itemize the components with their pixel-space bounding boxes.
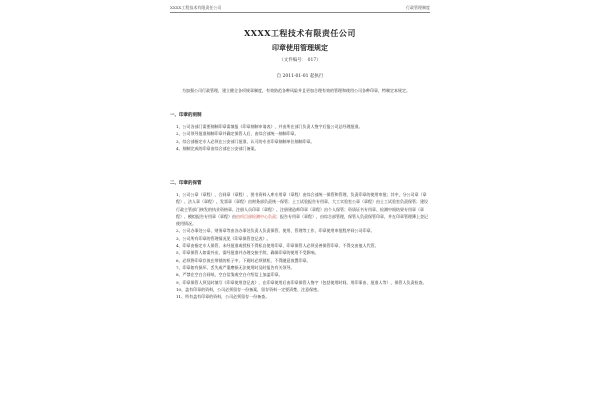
item-text: 9、印章保管人须及时填写《印章使用登记表》，在印章使用后由印章保管人签字（包括使用时间、用印事由、批准人等），保管人负责检查。 — [176, 279, 427, 285]
list-item — [176, 227, 430, 234]
list-item — [176, 191, 430, 227]
item-text: 11、所有盖有印章的资料，公司必须留存一份备查。 — [176, 294, 270, 300]
intro-paragraph: 为加强公司行政管理，建立健全各项规章制度，有效防范各种风险并且更加合理有效的管理和使用公司各种印章，特制定本规定。 — [182, 88, 410, 93]
list-item — [176, 264, 430, 271]
item-text: ；报告专用章（章程），由综合部管理，保管人负责保管印章，并在印章管理簿上登记使用情况。 — [176, 213, 428, 227]
list-item: 1、公司各部门需要刻制印章需填报《印章刻制申请表》，并由所在部门负责人签字后报公司总经理批准。 — [176, 124, 363, 129]
list-item — [176, 242, 430, 249]
highlighted-text: 由项目部检测中心负责 — [236, 213, 276, 219]
list-item — [176, 235, 430, 242]
document-subtitle: 印章使用管理规定 — [272, 43, 328, 52]
page-header — [170, 5, 430, 13]
list-item: 4、刻制完成的印章由综合部在公安部门备案。 — [176, 145, 259, 151]
document-number: （文件编号： 017） — [279, 58, 321, 63]
item-text: 5、印章保管人如需外出，需经批准并办理交接手续，确保印章的使用不受影响。 — [176, 250, 319, 256]
list-item: 3、综合部指定专人必须在公安部门批准、认可的专业印章刻制单位刻制印章。 — [176, 138, 315, 144]
list-item — [176, 257, 430, 264]
list-item — [176, 249, 430, 256]
section-title: 二、印章的保管 — [170, 181, 202, 186]
header-company: XXXX工程技术有限责任公司 — [170, 5, 222, 10]
item-text: 1、公司公章（章程）、合同章（章程）、图书资料入库专用章（章程）由综合部统一保管和管理，负责印章的使用审批；其中，分公司章（章程）、法人章（章程）、发票章（章程）由财务部负责统一保管；土工试验报告专用章、大工实验室公章（章程）由土工试验室负责保管；建设行政主管部门核发的执业资格章、注册人员印章（章程）、注册建造师印章（章程）由个人保管；资质证书专用章、检测中间结果专用章（章程）、模拟报告专用章（章程）由 — [176, 192, 428, 219]
section-seal-making — [170, 112, 430, 152]
section-title: 一、印章的刻制 — [170, 113, 202, 118]
item-text: 2、公司办事处公章、财务章等由各办事处负责人负责保管、使用、管理等工作，印章使用审批程序同公司印章。 — [176, 228, 375, 234]
list-item — [176, 286, 430, 293]
section-seal-custody — [170, 180, 430, 300]
document-title: XXXX工程技术有限责任公司 — [244, 28, 356, 38]
item-text: 7、印章如有损坏、丢失或严重磨损无法使用时及时报告有关领导。 — [176, 264, 295, 270]
header-doc-type: 行政管理制度 — [406, 5, 430, 10]
item-text: 8、严禁在空白合同纸、空白信笺或空白介绍信上加盖印章。 — [176, 272, 283, 278]
list-item — [176, 293, 430, 300]
item-text: 3、公司所有印章的管理情况见《印章保管登记表》。 — [176, 235, 271, 241]
document-page — [170, 0, 430, 400]
item-text: 4、印章由指定专人保管，未经批准或授权不得私自使用印章，印章保管人必须妥善保管印章，不得交由他人代管。 — [176, 243, 379, 249]
list-item — [176, 271, 430, 278]
item-text: 6、必须将印章存放在带锁的柜子中，下班时必须锁柜，不得随意放置印章。 — [176, 257, 311, 263]
effective-date: 自 2011-01-01 起执行 — [276, 74, 324, 79]
item-text: 10、盖有印章的资料，公司必须留存一份备案，留存资料一定要清楚、注意保密。 — [176, 286, 322, 292]
list-item — [176, 279, 430, 286]
custody-items — [170, 191, 430, 300]
list-item: 2、公司领导批准刻制印章并确定保管人后，由综合部统一刻制印章。 — [176, 131, 299, 137]
